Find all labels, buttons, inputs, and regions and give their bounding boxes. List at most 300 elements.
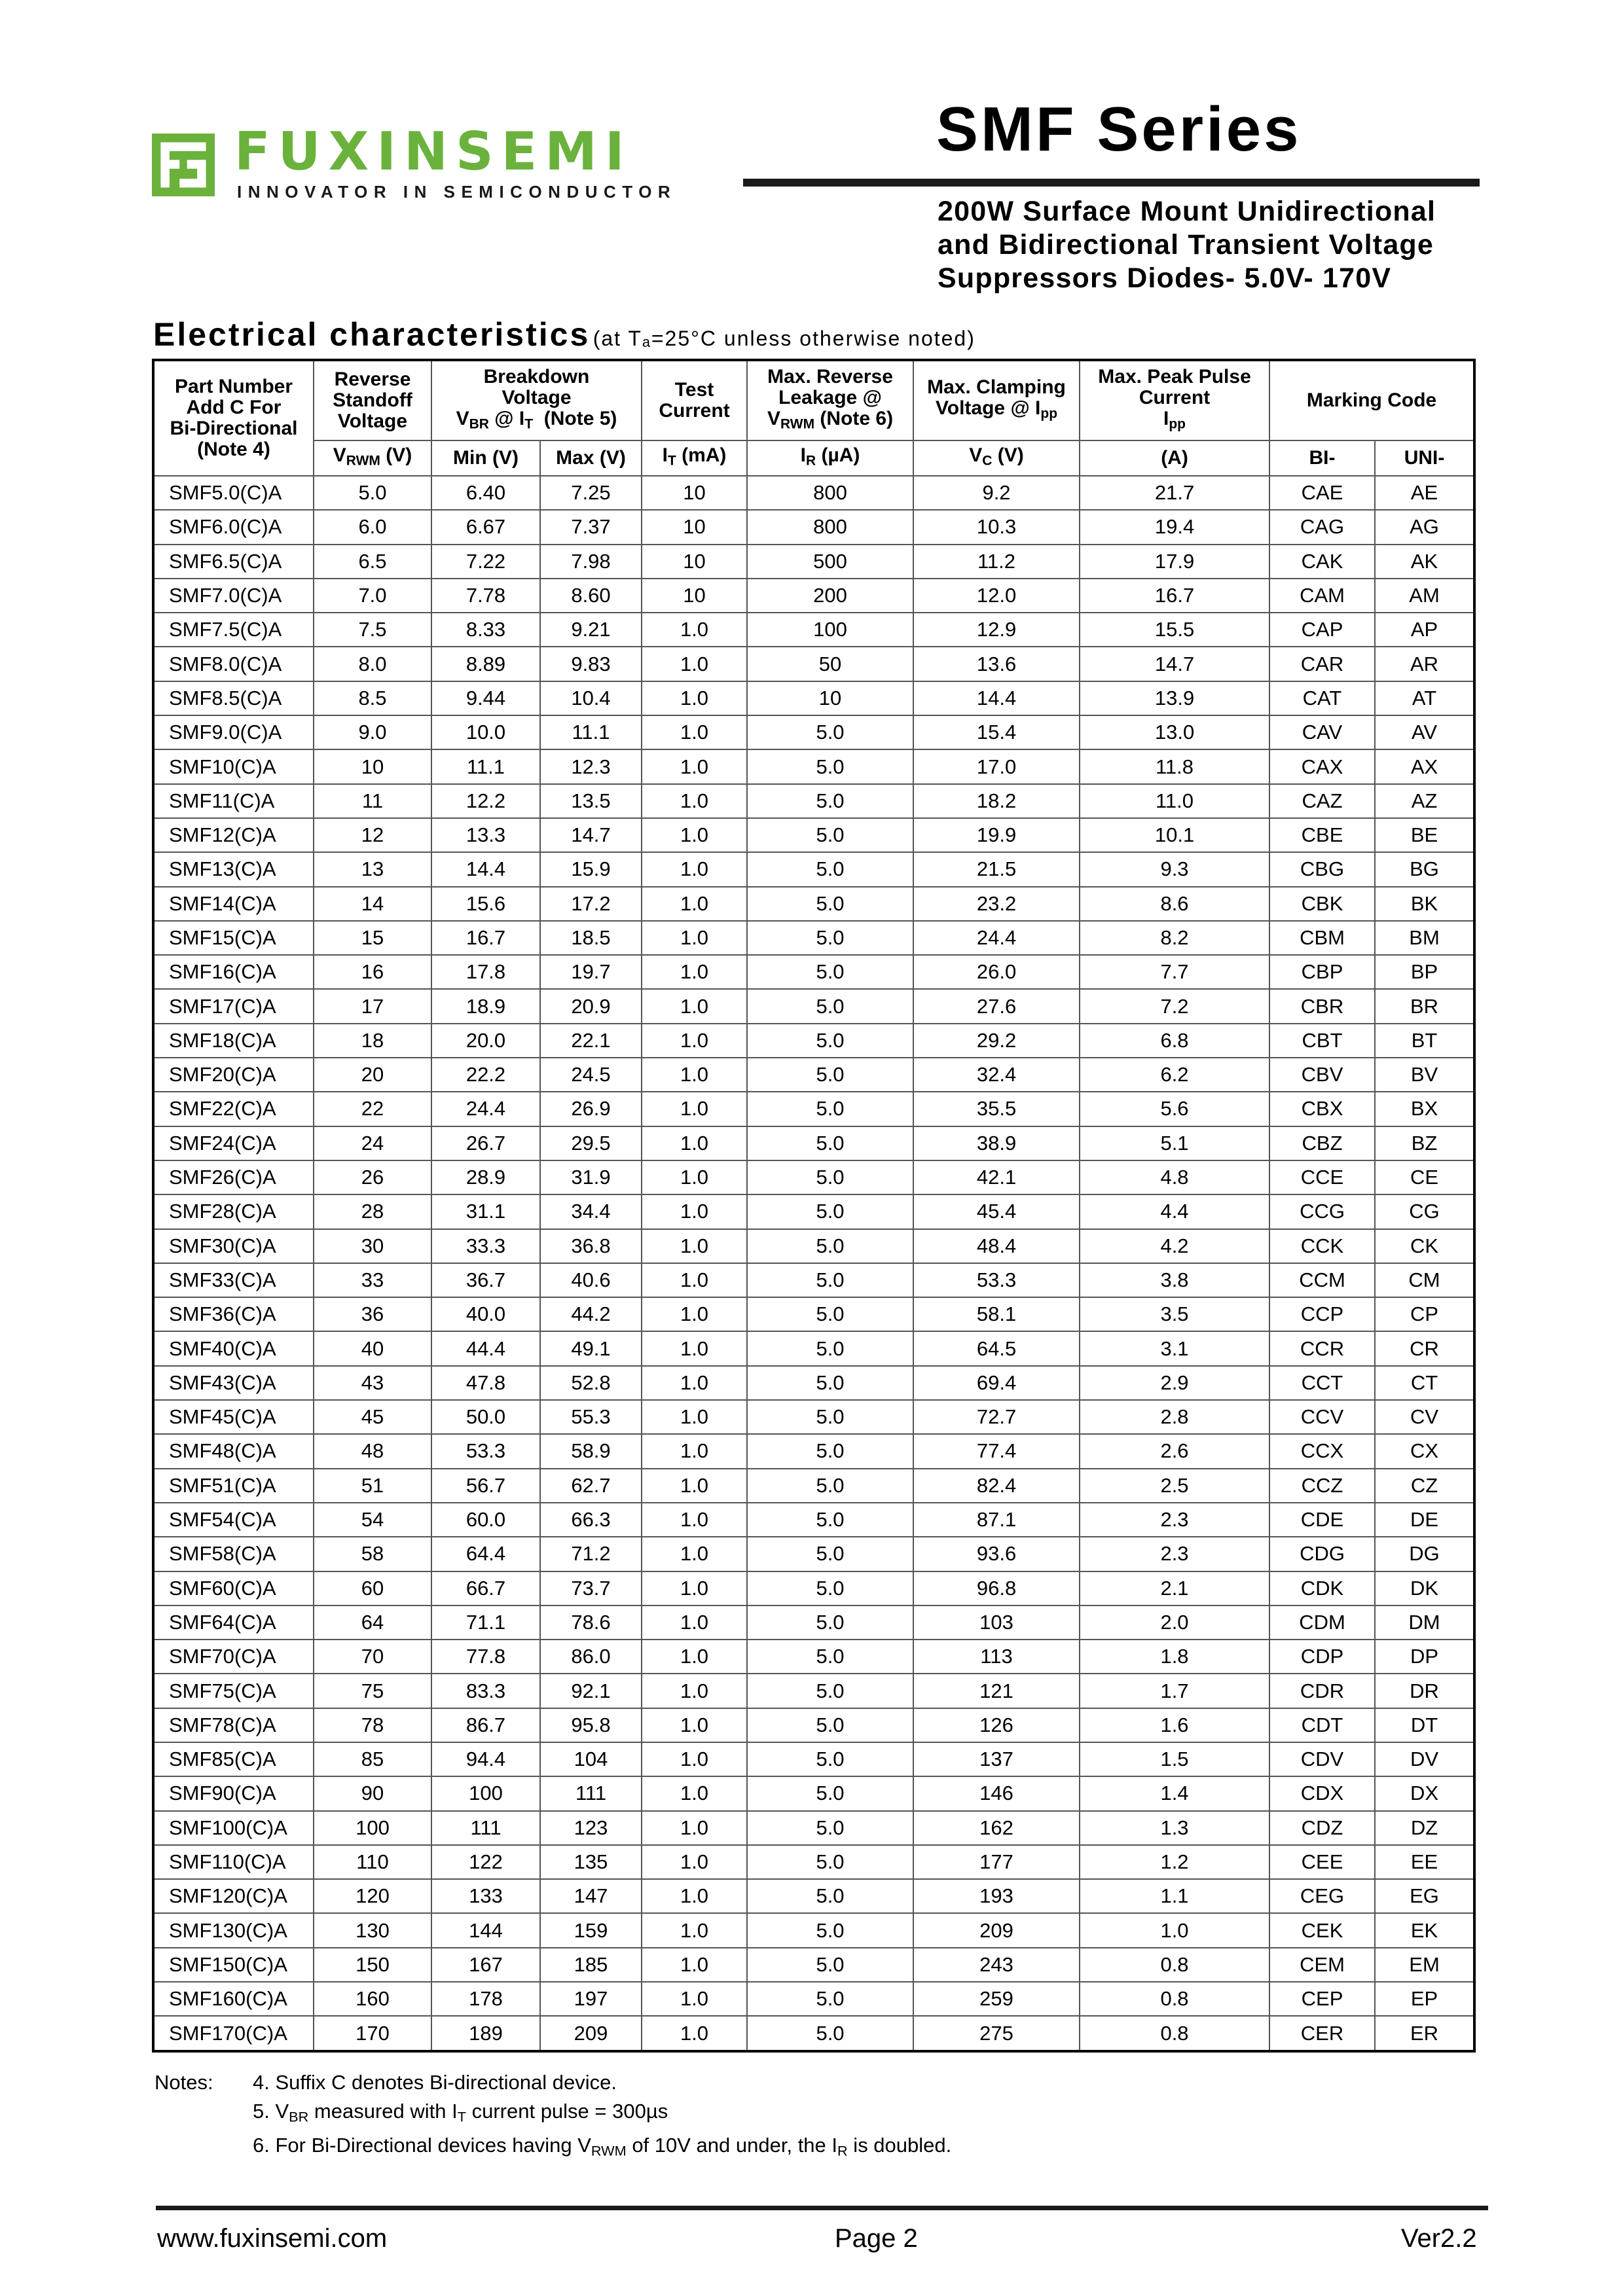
cell-marking-bi: CCZ [1269, 1469, 1375, 1503]
cell-part-number: SMF40(C)A [153, 1331, 314, 1365]
table-row [153, 784, 1474, 818]
cell-breakdown-max: 92.1 [540, 1674, 642, 1708]
cell-breakdown-max: 66.3 [540, 1503, 642, 1537]
cell-peak-pulse-current: 16.7 [1080, 579, 1269, 613]
cell-clamping-voltage: 45.4 [913, 1194, 1080, 1229]
cell-peak-pulse-current: 0.8 [1080, 1982, 1269, 2016]
cell-reverse-leakage: 5.0 [747, 715, 913, 749]
cell-clamping-voltage: 13.6 [913, 647, 1080, 681]
cell-clamping-voltage: 15.4 [913, 715, 1080, 749]
cell-clamping-voltage: 24.4 [913, 921, 1080, 955]
table-row [153, 921, 1474, 955]
unit-vc: $V_C$ (V) [913, 440, 1080, 476]
cell-breakdown-min: 111 [431, 1811, 540, 1845]
cell-test-current: 1.0 [642, 1982, 747, 2016]
cell-part-number: SMF7.0(C)A [153, 579, 314, 613]
footer-version: Ver2.2 [1401, 2224, 1477, 2253]
cell-part-number: SMF15(C)A [153, 921, 314, 955]
cell-marking-uni: BG [1375, 852, 1474, 886]
cell-clamping-voltage: 17.0 [913, 749, 1080, 783]
cell-marking-uni: DZ [1375, 1811, 1474, 1845]
cell-part-number: SMF6.0(C)A [153, 510, 314, 544]
cell-test-current: 1.0 [642, 1469, 747, 1503]
cell-marking-uni: CM [1375, 1263, 1474, 1297]
cell-marking-bi: CAR [1269, 647, 1375, 681]
table-row [153, 1092, 1474, 1126]
cell-breakdown-min: 100 [431, 1776, 540, 1810]
cell-test-current: 1.0 [642, 1194, 747, 1229]
cell-breakdown-min: 66.7 [431, 1571, 540, 1605]
cell-breakdown-min: 56.7 [431, 1469, 540, 1503]
cell-marking-bi: CCT [1269, 1366, 1375, 1400]
cell-standoff-voltage: 130 [314, 1913, 431, 1947]
unit-max-v: Max (V) [540, 440, 642, 476]
cell-reverse-leakage: 5.0 [747, 1845, 913, 1879]
cell-peak-pulse-current: 2.0 [1080, 1605, 1269, 1640]
cell-breakdown-max: 7.37 [540, 510, 642, 544]
cell-breakdown-min: 133 [431, 1879, 540, 1913]
cell-breakdown-min: 8.33 [431, 613, 540, 647]
cell-marking-uni: AZ [1375, 784, 1474, 818]
cell-part-number: SMF10(C)A [153, 749, 314, 783]
cell-reverse-leakage: 5.0 [747, 818, 913, 852]
cell-marking-uni: BR [1375, 989, 1474, 1023]
unit-min-v: Min (V) [431, 440, 540, 476]
cell-test-current: 10 [642, 510, 747, 544]
cell-marking-uni: AT [1375, 681, 1474, 715]
cell-test-current: 1.0 [642, 1366, 747, 1400]
cell-standoff-voltage: 40 [314, 1331, 431, 1365]
cell-peak-pulse-current: 2.5 [1080, 1469, 1269, 1503]
cell-breakdown-min: 189 [431, 2016, 540, 2051]
cell-part-number: SMF45(C)A [153, 1400, 314, 1434]
cell-marking-bi: CDE [1269, 1503, 1375, 1537]
cell-marking-uni: AK [1375, 545, 1474, 579]
cell-peak-pulse-current: 2.3 [1080, 1503, 1269, 1537]
cell-breakdown-min: 44.4 [431, 1331, 540, 1365]
header-standoff-voltage: Reverse Standoff Voltage [314, 360, 431, 440]
cell-peak-pulse-current: 2.1 [1080, 1571, 1269, 1605]
header-reverse-leakage: Max. Reverse Leakage @ $V_{RWM}$ (Note 6) [747, 360, 913, 440]
cell-peak-pulse-current: 1.6 [1080, 1708, 1269, 1742]
cell-standoff-voltage: 85 [314, 1742, 431, 1776]
cell-breakdown-max: 159 [540, 1913, 642, 1947]
cell-clamping-voltage: 48.4 [913, 1229, 1080, 1263]
cell-part-number: SMF8.5(C)A [153, 681, 314, 715]
footer-rule [156, 2206, 1488, 2210]
cell-peak-pulse-current: 3.1 [1080, 1331, 1269, 1365]
cell-clamping-voltage: 64.5 [913, 1331, 1080, 1365]
cell-reverse-leakage: 5.0 [747, 1537, 913, 1571]
section-heading [153, 315, 976, 353]
cell-reverse-leakage: 200 [747, 579, 913, 613]
cell-breakdown-max: 9.21 [540, 613, 642, 647]
footer-page-number: Page 2 [835, 2224, 918, 2253]
cell-part-number: SMF60(C)A [153, 1571, 314, 1605]
table-row [153, 955, 1474, 989]
cell-standoff-voltage: 51 [314, 1469, 431, 1503]
unit-ir: $I_R$ (µA) [747, 440, 913, 476]
cell-marking-bi: CBK [1269, 887, 1375, 921]
unit-uni: UNI- [1375, 440, 1474, 476]
cell-marking-bi: CBV [1269, 1058, 1375, 1092]
cell-breakdown-min: 94.4 [431, 1742, 540, 1776]
series-title: SMF Series [936, 94, 1302, 164]
cell-breakdown-min: 12.2 [431, 784, 540, 818]
cell-breakdown-max: 13.5 [540, 784, 642, 818]
cell-part-number: SMF8.0(C)A [153, 647, 314, 681]
table-row [153, 1194, 1474, 1229]
cell-part-number: SMF36(C)A [153, 1297, 314, 1331]
cell-part-number: SMF70(C)A [153, 1640, 314, 1674]
cell-standoff-voltage: 150 [314, 1948, 431, 1982]
table-row [153, 1879, 1474, 1913]
cell-breakdown-max: 185 [540, 1948, 642, 1982]
cell-clamping-voltage: 18.2 [913, 784, 1080, 818]
cell-clamping-voltage: 69.4 [913, 1366, 1080, 1400]
cell-peak-pulse-current: 2.9 [1080, 1366, 1269, 1400]
footer-url[interactable]: www.fuxinsemi.com [157, 2224, 388, 2253]
cell-marking-bi: CDT [1269, 1708, 1375, 1742]
cell-reverse-leakage: 5.0 [747, 1640, 913, 1674]
cell-breakdown-min: 60.0 [431, 1503, 540, 1537]
cell-clamping-voltage: 82.4 [913, 1469, 1080, 1503]
cell-clamping-voltage: 275 [913, 2016, 1080, 2051]
cell-marking-bi: CDK [1269, 1571, 1375, 1605]
cell-clamping-voltage: 96.8 [913, 1571, 1080, 1605]
cell-breakdown-max: 123 [540, 1811, 642, 1845]
cell-peak-pulse-current: 2.8 [1080, 1400, 1269, 1434]
cell-standoff-voltage: 11 [314, 784, 431, 818]
cell-breakdown-max: 40.6 [540, 1263, 642, 1297]
cell-standoff-voltage: 60 [314, 1571, 431, 1605]
cell-standoff-voltage: 7.5 [314, 613, 431, 647]
cell-standoff-voltage: 33 [314, 1263, 431, 1297]
cell-reverse-leakage: 5.0 [747, 1263, 913, 1297]
cell-clamping-voltage: 21.5 [913, 852, 1080, 886]
table-row [153, 1640, 1474, 1674]
cell-part-number: SMF51(C)A [153, 1469, 314, 1503]
cell-breakdown-min: 167 [431, 1948, 540, 1982]
table-row [153, 1469, 1474, 1503]
cell-marking-bi: CBX [1269, 1092, 1375, 1126]
cell-peak-pulse-current: 1.1 [1080, 1879, 1269, 1913]
cell-clamping-voltage: 11.2 [913, 545, 1080, 579]
cell-clamping-voltage: 103 [913, 1605, 1080, 1640]
cell-peak-pulse-current: 7.2 [1080, 989, 1269, 1023]
cell-breakdown-min: 17.8 [431, 955, 540, 989]
cell-peak-pulse-current: 2.6 [1080, 1434, 1269, 1468]
subtitle-line: and Bidirectional Transient Voltage [938, 229, 1434, 260]
cell-marking-uni: AX [1375, 749, 1474, 783]
cell-peak-pulse-current: 3.5 [1080, 1297, 1269, 1331]
cell-part-number: SMF110(C)A [153, 1845, 314, 1879]
cell-peak-pulse-current: 8.6 [1080, 887, 1269, 921]
brand-logo [152, 121, 708, 203]
cell-breakdown-max: 44.2 [540, 1297, 642, 1331]
cell-breakdown-max: 17.2 [540, 887, 642, 921]
cell-peak-pulse-current: 1.0 [1080, 1913, 1269, 1947]
table-row [153, 1845, 1474, 1879]
cell-breakdown-max: 11.1 [540, 715, 642, 749]
cell-breakdown-min: 71.1 [431, 1605, 540, 1640]
cell-test-current: 1.0 [642, 2016, 747, 2051]
cell-standoff-voltage: 18 [314, 1024, 431, 1058]
cell-marking-bi: CBM [1269, 921, 1375, 955]
cell-peak-pulse-current: 9.3 [1080, 852, 1269, 886]
cell-peak-pulse-current: 4.4 [1080, 1194, 1269, 1229]
cell-part-number: SMF24(C)A [153, 1126, 314, 1160]
cell-breakdown-min: 47.8 [431, 1366, 540, 1400]
cell-test-current: 1.0 [642, 613, 747, 647]
cell-breakdown-max: 7.98 [540, 545, 642, 579]
cell-marking-uni: CV [1375, 1400, 1474, 1434]
cell-marking-bi: CCV [1269, 1400, 1375, 1434]
cell-peak-pulse-current: 15.5 [1080, 613, 1269, 647]
cell-marking-bi: CAZ [1269, 784, 1375, 818]
cell-part-number: SMF160(C)A [153, 1982, 314, 2016]
cell-marking-uni: DT [1375, 1708, 1474, 1742]
cell-test-current: 1.0 [642, 1263, 747, 1297]
cell-marking-uni: CZ [1375, 1469, 1474, 1503]
cell-marking-bi: CCR [1269, 1331, 1375, 1365]
electrical-characteristics-table [152, 359, 1476, 2053]
cell-breakdown-max: 209 [540, 2016, 642, 2051]
cell-reverse-leakage: 5.0 [747, 1160, 913, 1194]
table-row [153, 749, 1474, 783]
note-5: 5. $V_{BR}$ measured with $I_T$ current pulse = 300µs [253, 2100, 668, 2125]
cell-part-number: SMF28(C)A [153, 1194, 314, 1229]
cell-part-number: SMF150(C)A [153, 1948, 314, 1982]
cell-reverse-leakage: 5.0 [747, 852, 913, 886]
cell-breakdown-max: 104 [540, 1742, 642, 1776]
cell-breakdown-min: 9.44 [431, 681, 540, 715]
cell-part-number: SMF12(C)A [153, 818, 314, 852]
cell-peak-pulse-current: 6.8 [1080, 1024, 1269, 1058]
cell-test-current: 10 [642, 476, 747, 510]
cell-peak-pulse-current: 13.9 [1080, 681, 1269, 715]
cell-part-number: SMF9.0(C)A [153, 715, 314, 749]
cell-marking-bi: CDZ [1269, 1811, 1375, 1845]
cell-clamping-voltage: 10.3 [913, 510, 1080, 544]
cell-marking-uni: BE [1375, 818, 1474, 852]
fuxinsemi-logo-icon [152, 134, 215, 196]
cell-standoff-voltage: 36 [314, 1297, 431, 1331]
cell-peak-pulse-current: 8.2 [1080, 921, 1269, 955]
table-row [153, 1434, 1474, 1468]
table-row [153, 1674, 1474, 1708]
cell-test-current: 1.0 [642, 1297, 747, 1331]
note-4: 4. Suffix C denotes Bi-directional device. [253, 2071, 617, 2094]
cell-standoff-voltage: 5.0 [314, 476, 431, 510]
header-breakdown-voltage: Breakdown Voltage $V_{BR}$ @ $I_T$ (Note 5) [431, 360, 642, 440]
cell-part-number: SMF18(C)A [153, 1024, 314, 1058]
cell-part-number: SMF6.5(C)A [153, 545, 314, 579]
cell-breakdown-min: 10.0 [431, 715, 540, 749]
cell-breakdown-min: 28.9 [431, 1160, 540, 1194]
section-condition: (at Tₐ=25°C unless otherwise noted) [593, 327, 976, 350]
cell-standoff-voltage: 13 [314, 852, 431, 886]
subtitle-line: 200W Surface Mount Unidirectional [938, 196, 1436, 227]
cell-clamping-voltage: 177 [913, 1845, 1080, 1879]
cell-reverse-leakage: 500 [747, 545, 913, 579]
cell-test-current: 1.0 [642, 1811, 747, 1845]
cell-test-current: 1.0 [642, 681, 747, 715]
notes [155, 2068, 951, 2166]
cell-breakdown-max: 14.7 [540, 818, 642, 852]
cell-breakdown-max: 49.1 [540, 1331, 642, 1365]
cell-breakdown-max: 147 [540, 1879, 642, 1913]
cell-reverse-leakage: 5.0 [747, 749, 913, 783]
cell-marking-bi: CBP [1269, 955, 1375, 989]
cell-peak-pulse-current: 13.0 [1080, 715, 1269, 749]
cell-marking-bi: CEG [1269, 1879, 1375, 1913]
cell-test-current: 1.0 [642, 1126, 747, 1160]
cell-breakdown-max: 34.4 [540, 1194, 642, 1229]
cell-peak-pulse-current: 3.8 [1080, 1263, 1269, 1297]
cell-marking-uni: DX [1375, 1776, 1474, 1810]
cell-marking-bi: CAX [1269, 749, 1375, 783]
cell-breakdown-max: 78.6 [540, 1605, 642, 1640]
cell-marking-bi: CDX [1269, 1776, 1375, 1810]
cell-standoff-voltage: 8.5 [314, 681, 431, 715]
cell-standoff-voltage: 54 [314, 1503, 431, 1537]
table-row [153, 1126, 1474, 1160]
cell-marking-uni: BT [1375, 1024, 1474, 1058]
cell-breakdown-min: 7.22 [431, 545, 540, 579]
cell-peak-pulse-current: 6.2 [1080, 1058, 1269, 1092]
table-row [153, 1400, 1474, 1434]
cell-peak-pulse-current: 4.8 [1080, 1160, 1269, 1194]
cell-breakdown-max: 9.83 [540, 647, 642, 681]
cell-marking-uni: EE [1375, 1845, 1474, 1879]
cell-breakdown-max: 7.25 [540, 476, 642, 510]
table-row [153, 818, 1474, 852]
table-row [153, 1297, 1474, 1331]
cell-standoff-voltage: 64 [314, 1605, 431, 1640]
cell-test-current: 1.0 [642, 1229, 747, 1263]
cell-part-number: SMF22(C)A [153, 1092, 314, 1126]
cell-breakdown-max: 62.7 [540, 1469, 642, 1503]
cell-marking-bi: CCE [1269, 1160, 1375, 1194]
cell-marking-uni: DK [1375, 1571, 1474, 1605]
cell-marking-uni: AM [1375, 579, 1474, 613]
cell-clamping-voltage: 193 [913, 1879, 1080, 1913]
header-part-number: Part Number Add C For Bi-Directional (Note 4) [153, 360, 314, 476]
cell-standoff-voltage: 8.0 [314, 647, 431, 681]
cell-breakdown-max: 86.0 [540, 1640, 642, 1674]
cell-clamping-voltage: 12.0 [913, 579, 1080, 613]
cell-reverse-leakage: 5.0 [747, 1571, 913, 1605]
cell-marking-bi: CAT [1269, 681, 1375, 715]
cell-reverse-leakage: 5.0 [747, 1742, 913, 1776]
table-row [153, 1331, 1474, 1365]
cell-breakdown-min: 144 [431, 1913, 540, 1947]
cell-reverse-leakage: 5.0 [747, 1708, 913, 1742]
cell-standoff-voltage: 78 [314, 1708, 431, 1742]
cell-breakdown-min: 33.3 [431, 1229, 540, 1263]
cell-reverse-leakage: 800 [747, 476, 913, 510]
cell-breakdown-min: 122 [431, 1845, 540, 1879]
cell-standoff-voltage: 43 [314, 1366, 431, 1400]
cell-peak-pulse-current: 1.3 [1080, 1811, 1269, 1845]
table-row [153, 1948, 1474, 1982]
cell-reverse-leakage: 5.0 [747, 1811, 913, 1845]
cell-test-current: 1.0 [642, 818, 747, 852]
cell-marking-bi: CBG [1269, 852, 1375, 886]
table-row [153, 2016, 1474, 2051]
table-row [153, 579, 1474, 613]
cell-marking-bi: CDP [1269, 1640, 1375, 1674]
cell-standoff-voltage: 24 [314, 1126, 431, 1160]
cell-breakdown-max: 71.2 [540, 1537, 642, 1571]
unit-it: $I_T$ (mA) [642, 440, 747, 476]
cell-marking-bi: CDV [1269, 1742, 1375, 1776]
title-rule [743, 179, 1480, 187]
cell-breakdown-max: 18.5 [540, 921, 642, 955]
cell-test-current: 1.0 [642, 1160, 747, 1194]
cell-breakdown-min: 7.78 [431, 579, 540, 613]
cell-clamping-voltage: 12.9 [913, 613, 1080, 647]
unit-ipp: (A) [1080, 440, 1269, 476]
cell-standoff-voltage: 20 [314, 1058, 431, 1092]
cell-reverse-leakage: 5.0 [747, 1024, 913, 1058]
cell-breakdown-min: 83.3 [431, 1674, 540, 1708]
cell-marking-uni: DM [1375, 1605, 1474, 1640]
table-row [153, 476, 1474, 510]
cell-peak-pulse-current: 5.1 [1080, 1126, 1269, 1160]
table-row [153, 1537, 1474, 1571]
cell-marking-bi: CCP [1269, 1297, 1375, 1331]
table-row [153, 1229, 1474, 1263]
cell-clamping-voltage: 27.6 [913, 989, 1080, 1023]
cell-peak-pulse-current: 0.8 [1080, 2016, 1269, 2051]
cell-reverse-leakage: 5.0 [747, 1948, 913, 1982]
cell-standoff-voltage: 58 [314, 1537, 431, 1571]
cell-clamping-voltage: 53.3 [913, 1263, 1080, 1297]
cell-standoff-voltage: 14 [314, 887, 431, 921]
cell-marking-bi: CAV [1269, 715, 1375, 749]
table-row [153, 1982, 1474, 2016]
cell-marking-uni: CX [1375, 1434, 1474, 1468]
cell-breakdown-min: 18.9 [431, 989, 540, 1023]
cell-clamping-voltage: 72.7 [913, 1400, 1080, 1434]
cell-breakdown-min: 86.7 [431, 1708, 540, 1742]
cell-marking-uni: EK [1375, 1913, 1474, 1947]
cell-test-current: 1.0 [642, 1537, 747, 1571]
cell-test-current: 1.0 [642, 647, 747, 681]
cell-clamping-voltage: 209 [913, 1913, 1080, 1947]
cell-part-number: SMF20(C)A [153, 1058, 314, 1092]
cell-breakdown-max: 10.4 [540, 681, 642, 715]
cell-reverse-leakage: 5.0 [747, 1469, 913, 1503]
cell-reverse-leakage: 5.0 [747, 2016, 913, 2051]
cell-test-current: 1.0 [642, 1742, 747, 1776]
cell-test-current: 1.0 [642, 955, 747, 989]
cell-peak-pulse-current: 4.2 [1080, 1229, 1269, 1263]
cell-standoff-voltage: 12 [314, 818, 431, 852]
cell-breakdown-min: 6.67 [431, 510, 540, 544]
cell-marking-uni: AG [1375, 510, 1474, 544]
cell-marking-uni: CR [1375, 1331, 1474, 1365]
cell-breakdown-min: 6.40 [431, 476, 540, 510]
cell-test-current: 1.0 [642, 1503, 747, 1537]
table-row [153, 1571, 1474, 1605]
cell-test-current: 1.0 [642, 784, 747, 818]
cell-test-current: 1.0 [642, 1948, 747, 1982]
cell-standoff-voltage: 17 [314, 989, 431, 1023]
cell-reverse-leakage: 5.0 [747, 1092, 913, 1126]
